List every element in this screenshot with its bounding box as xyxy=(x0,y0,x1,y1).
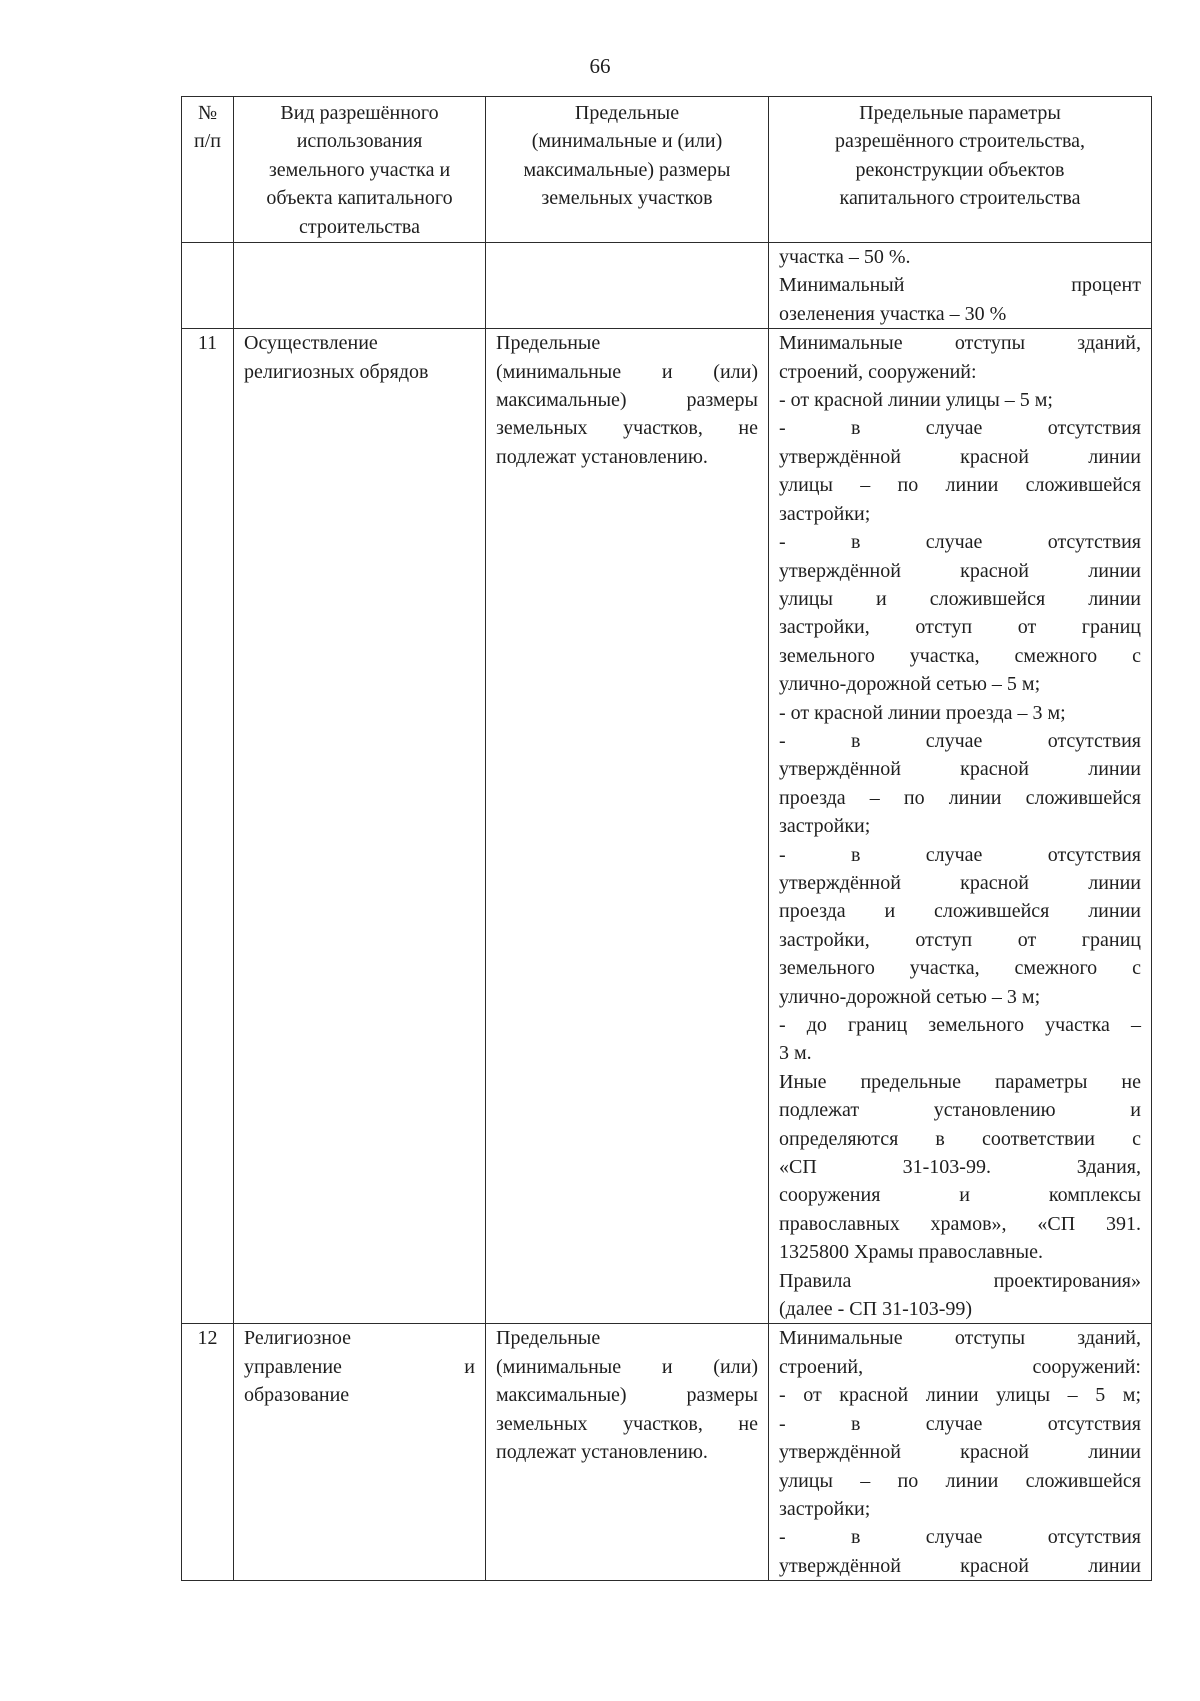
text-line: объекта капитального xyxy=(266,187,453,210)
text-line: Минимальный процент xyxy=(779,274,1141,297)
text-line: улично-дорожной сетью – 5 м; xyxy=(779,673,1041,696)
header-plot-sizes xyxy=(486,97,769,243)
text-line: капитального строительства xyxy=(839,187,1081,210)
header-construction-parameters xyxy=(769,97,1152,243)
continuation-row xyxy=(182,243,1152,329)
text-line: строений, сооружений: xyxy=(779,360,977,383)
text-line: Предельные xyxy=(496,1327,601,1350)
text-line: определяются в соответствии с xyxy=(779,1127,1141,1150)
text-line: утверждённой красной линии xyxy=(779,758,1141,781)
text-line: утверждённой красной линии xyxy=(779,1441,1141,1464)
row-number-cell: 12 xyxy=(182,1324,234,1581)
text-line: Предельные xyxy=(574,102,680,124)
text-line: Осуществление xyxy=(244,332,378,355)
header-number: № п/п xyxy=(182,97,234,243)
text-line: строений, сооружений: xyxy=(779,1355,1141,1378)
text-line: озеленения участка – 30 % xyxy=(779,302,1007,325)
text-line: улицы – по линии сложившейся xyxy=(779,474,1141,497)
text-line: Религиозное xyxy=(244,1327,352,1350)
row-sizes-cell xyxy=(486,329,769,1324)
text-line: застройки; xyxy=(779,1497,871,1520)
text-line: проезда и сложившейся линии xyxy=(779,900,1141,923)
text-line: - в случае отсутствия xyxy=(779,843,1141,866)
row-kind-cell xyxy=(234,329,486,1324)
text-line: максимальные) размеры xyxy=(523,158,731,181)
text-line: «СП 31-103-99. Здания, xyxy=(779,1156,1141,1179)
text-line: улично-дорожной сетью – 3 м; xyxy=(779,985,1041,1008)
row-number-cell: 11 xyxy=(182,329,234,1324)
text-line: управление и xyxy=(244,1355,475,1378)
continuation-number-cell xyxy=(182,243,234,329)
text-line: образование xyxy=(244,1384,350,1407)
text-line: утверждённой красной линии xyxy=(779,445,1141,468)
text-line: реконструкции объектов xyxy=(855,158,1065,181)
text-line: утверждённой красной линии xyxy=(779,1554,1141,1577)
text-line: разрешённого строительства, xyxy=(835,130,1085,153)
table-row-12 xyxy=(182,1324,1152,1581)
text-line: - в случае отсутствия xyxy=(779,1412,1141,1435)
text-line: - от красной линии улицы – 5 м; xyxy=(779,1384,1141,1407)
text-line: улицы – по линии сложившейся xyxy=(779,1469,1141,1492)
text-line: подлежат установлению и xyxy=(779,1099,1141,1122)
text-line: религиозных обрядов xyxy=(244,360,429,383)
text-line: - в случае отсутствия xyxy=(779,531,1141,554)
text-line: подлежат установлению. xyxy=(496,445,708,468)
text-line: 1325800 Храмы православные. xyxy=(779,1241,1043,1264)
text-line: Минимальные отступы зданий, xyxy=(779,1327,1141,1350)
page-number: 66 xyxy=(589,54,611,78)
row-params-cell xyxy=(769,329,1152,1324)
text-line: - от красной линии проезда – 3 м; xyxy=(779,701,1066,724)
text-line: земельного участка и xyxy=(268,158,451,181)
continuation-sizes-cell xyxy=(486,243,769,329)
text-line: земельных участков, не xyxy=(496,1412,758,1435)
text-line: строительства xyxy=(299,215,420,238)
text-line: Предельные параметры xyxy=(859,102,1061,124)
text-line: проезда – по линии сложившейся xyxy=(779,786,1141,809)
text-line: утверждённой красной линии xyxy=(779,871,1141,894)
text-line: православных храмов», «СП 391. xyxy=(779,1212,1141,1235)
text-line: участка – 50 %. xyxy=(779,246,911,269)
text-line: застройки, отступ от границ xyxy=(779,928,1141,951)
text-line: (минимальные и (или) xyxy=(496,360,758,383)
row-sizes-cell xyxy=(486,1324,769,1581)
text-line: 3 м. xyxy=(779,1042,812,1065)
text-line: Минимальные отступы зданий, xyxy=(779,332,1141,355)
text-line: сооружения и комплексы xyxy=(779,1184,1141,1207)
text-line: подлежат установлению. xyxy=(496,1441,708,1464)
text-line: - до границ земельного участка – xyxy=(779,1014,1141,1036)
text-line: - в случае отсутствия xyxy=(779,729,1141,752)
text-line: утверждённой красной линии xyxy=(779,559,1141,582)
text-line: (далее - СП 31-103-99) xyxy=(779,1298,973,1321)
text-line: земельного участка, смежного с xyxy=(779,957,1141,980)
text-line: - в случае отсутствия xyxy=(779,1526,1141,1549)
text-line: Иные предельные параметры не xyxy=(779,1070,1141,1093)
text-line: максимальные) размеры xyxy=(496,1384,758,1407)
regulations-table xyxy=(181,96,1152,1581)
text-line: Вид разрешённого xyxy=(280,102,439,124)
text-line: максимальные) размеры xyxy=(496,389,758,412)
table-row-11 xyxy=(182,329,1152,1324)
row-params-cell xyxy=(769,1324,1152,1581)
text-line: - в случае отсутствия xyxy=(779,417,1141,440)
text-line: Предельные xyxy=(496,332,601,355)
text-line: использования xyxy=(296,130,423,153)
header-row xyxy=(182,97,1152,243)
row-kind-cell xyxy=(234,1324,486,1581)
text-line: земельного участка, смежного с xyxy=(779,644,1141,667)
text-line: (минимальные и (или) xyxy=(496,1355,758,1378)
continuation-params-cell xyxy=(769,243,1152,329)
header-kind-of-use xyxy=(234,97,486,243)
text-line: Правила проектирования» xyxy=(779,1269,1141,1292)
text-line: улицы и сложившейся линии xyxy=(779,587,1141,610)
continuation-kind-cell xyxy=(234,243,486,329)
text-line: - от красной линии улицы – 5 м; xyxy=(779,389,1053,412)
text-line: (минимальные и (или) xyxy=(531,130,723,153)
text-line: земельных участков xyxy=(541,187,713,210)
text-line: застройки, отступ от границ xyxy=(779,616,1141,639)
text-line: застройки; xyxy=(779,502,871,525)
text-line: застройки; xyxy=(779,815,871,838)
text-line: земельных участков, не xyxy=(496,417,758,440)
